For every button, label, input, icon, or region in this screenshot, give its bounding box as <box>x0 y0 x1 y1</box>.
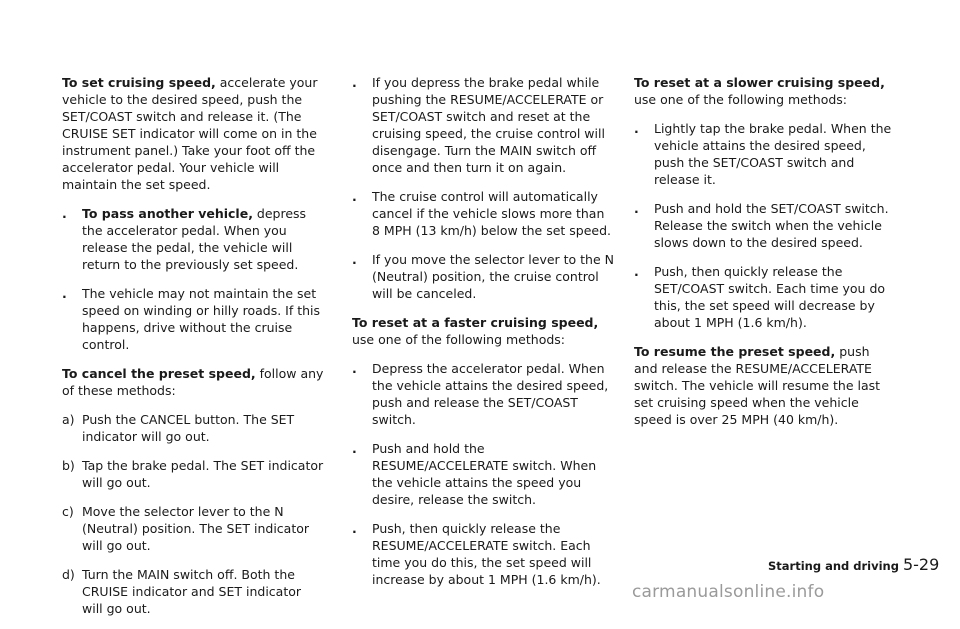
cancel-heading: To cancel the preset speed, <box>62 366 256 381</box>
faster-text: use one of the following methods: <box>352 332 566 347</box>
list-item <box>352 520 614 588</box>
list-item-text: If you depress the brake pedal while pushing the RESUME/ACCELERATE or SET/COAST switch and reset at the cruising speed, the cruise control will disengage. Turn the MAIN switch off once and then turn it on again. <box>372 75 605 175</box>
resume-paragraph <box>634 343 896 428</box>
list-item <box>62 285 324 353</box>
cancel-text: follow any of these methods: <box>62 366 324 398</box>
bullet-marker: . <box>352 75 357 90</box>
step-text: Push the CANCEL button. The SET indicator will go out. <box>82 412 295 444</box>
bullet-marker: . <box>352 252 357 267</box>
faster-heading: To reset at a faster cruising speed, <box>352 315 599 330</box>
list-item <box>634 200 896 251</box>
list-item <box>62 205 324 273</box>
set-speed-text: accelerate your vehicle to the desired speed, push the SET/COAST switch and release it. (The CRUISE SET indicator will come on in the instrument panel.) Take your foot off the accelerator pedal. Your vehicle will maintain the set speed. <box>62 75 318 192</box>
step-marker: d) <box>62 567 75 582</box>
section-title: Starting and driving <box>768 559 899 573</box>
column-1 <box>62 74 324 629</box>
bullet-marker: . <box>352 361 357 376</box>
list-item-text: Depress the accelerator pedal. When the vehicle attains the desired speed, push and release the SET/COAST switch. <box>372 361 609 427</box>
cancel-paragraph <box>62 365 324 399</box>
list-item <box>352 440 614 508</box>
resume-heading: To resume the preset speed, <box>634 344 836 359</box>
slower-heading: To reset at a slower cruising speed, <box>634 75 885 90</box>
resume-text: push and release the RESUME/ACCELERATE switch. The vehicle will resume the last set cruising speed when the vehicle speed is over 25 MPH (40 km/h). <box>634 344 881 427</box>
list-item <box>352 360 614 428</box>
list-item-text: The vehicle may not maintain the set speed on winding or hilly roads. If this happens, drive without the cruise control. <box>82 286 321 352</box>
list-item <box>62 566 324 617</box>
step-text: Tap the brake pedal. The SET indicator will go out. <box>82 458 324 490</box>
pass-vehicle-heading: To pass another vehicle, <box>82 206 253 221</box>
slower-paragraph <box>634 74 896 108</box>
list-item-text: Lightly tap the brake pedal. When the vehicle attains the desired speed, push the SET/COAST switch and release it. <box>654 121 892 187</box>
list-item-text: If you move the selector lever to the N (Neutral) position, the cruise control will be canceled. <box>372 252 614 301</box>
page-footer <box>768 556 939 575</box>
list-item <box>62 457 324 491</box>
step-text: Turn the MAIN switch off. Both the CRUISE indicator and SET indicator will go out. <box>82 567 302 616</box>
bullet-marker: . <box>634 264 639 279</box>
faster-paragraph <box>352 314 614 348</box>
list-item-text: Push and hold the SET/COAST switch. Release the switch when the vehicle slows down to the desired speed. <box>654 201 889 250</box>
list-item <box>352 188 614 239</box>
slower-text: use one of the following methods: <box>634 92 848 107</box>
list-item-text: Push, then quickly release the RESUME/ACCELERATE switch. Each time you do this, the set speed will increase by about 1 MPH (1.6 km/h). <box>372 521 601 587</box>
list-item <box>352 251 614 302</box>
column-3 <box>634 74 896 440</box>
page-number: 5-29 <box>902 555 940 574</box>
bullet-marker: . <box>352 441 357 456</box>
bullet-marker: . <box>634 121 639 136</box>
set-speed-paragraph <box>62 74 324 193</box>
step-marker: c) <box>62 504 74 519</box>
list-item <box>634 263 896 331</box>
column-2 <box>352 74 614 600</box>
list-item <box>634 120 896 188</box>
bullet-marker: . <box>62 286 67 301</box>
list-item-text: depress the accelerator pedal. When you release the pedal, the vehicle will return to the previously set speed. <box>82 206 307 272</box>
step-marker: a) <box>62 412 75 427</box>
bullet-marker: . <box>634 201 639 216</box>
watermark-text: carmanualsonline.info <box>632 582 825 602</box>
bullet-marker: . <box>352 189 357 204</box>
list-item-text: Push, then quickly release the SET/COAST switch. Each time you do this, the set speed will decrease by about 1 MPH (1.6 km/h). <box>654 264 886 330</box>
list-item-text: The cruise control will automatically cancel if the vehicle slows more than 8 MPH (13 km/h) below the set speed. <box>372 189 612 238</box>
step-marker: b) <box>62 458 75 473</box>
list-item <box>62 503 324 554</box>
bullet-marker: . <box>352 521 357 536</box>
list-item <box>62 411 324 445</box>
bullet-marker: . <box>62 206 67 221</box>
set-speed-heading: To set cruising speed, <box>62 75 216 90</box>
list-item-text: Push and hold the RESUME/ACCELERATE switch. When the vehicle attains the speed you desire, release the switch. <box>372 441 597 507</box>
step-text: Move the selector lever to the N (Neutral) position. The SET indicator will go out. <box>82 504 310 553</box>
list-item <box>352 74 614 176</box>
